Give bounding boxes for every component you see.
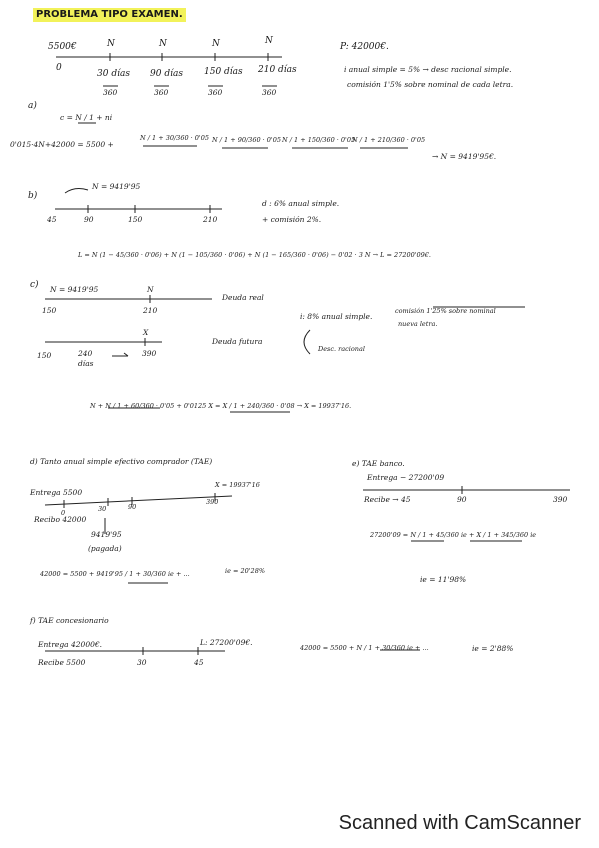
camscanner-watermark: Scanned with CamScanner [338,812,581,834]
equation-x: N + N / 1 + 60/360 · 0'05 + 0'0125 X = X / 1 + 240/360 · 0'08 → X = 19937'16. [90,402,352,410]
tick: 210 [203,215,218,224]
equation-term: N / 1 + 150/360 · 0'05 [282,136,356,144]
days-label: 90 días [150,69,183,79]
section-c-label: c) [30,280,39,290]
n-mark: N [212,39,220,49]
section-e-label: e) TAE banco. [352,459,405,468]
tick: 45 [47,215,57,224]
commission-note: comisión 1'25% sobre nominal [395,307,496,315]
page-title: PROBLEMA TIPO EXAMEN. [33,8,186,22]
paid-value: 9419'95 [91,530,122,539]
days-label: 30 días [97,69,130,79]
deuda-futura: Deuda futura [212,337,263,346]
rate-note: i anual simple = 5% → desc racional simple. [344,65,512,74]
commission-note: + comisión 2%. [262,215,322,224]
n-mark: N [107,39,115,49]
x-mark: X [143,328,149,337]
equation-f: 42000 = 5500 + N / 1 + 30/360 ie + ... [300,644,429,652]
initial-amount: 5500€ [48,42,77,52]
tick: 90 [84,215,94,224]
interest-note: i: 8% anual simple. [300,312,373,321]
tick: 90 [128,503,137,511]
pagada: (pagada) [88,544,122,553]
result-ie: ie = 11'98% [420,575,467,584]
tick: 0 [61,509,66,517]
nueva-letra: nueva letra. [398,320,438,328]
principal: P: 42000€. [340,42,389,52]
entrega: Entrega 42000€. [38,640,103,649]
result-ie: ie = 20'28% [225,567,266,575]
recibe: Recibe 5500 [38,658,86,667]
result-ie: ie = 2'88% [472,644,514,653]
equation-d: 42000 = 5500 + 9419'95 / 1 + 30/360 ie + ... [40,570,190,578]
tick: 150 [42,306,57,315]
days-denominator: 360 [154,88,169,97]
tick: 390 [553,495,568,504]
tick-zero: 0 [56,63,62,73]
days-denominator: 360 [208,88,223,97]
tick: 45 [194,658,204,667]
recibo: Recibo 42000 [34,515,87,524]
desc-racional: Desc. racional [318,345,365,353]
days-denominator: 360 [103,88,118,97]
commission-note: comisión 1'5% sobre nominal de cada letra. [347,80,514,89]
equation-l: L = N (1 − 45/360 · 0'06) + N (1 − 105/360 · 0'06) + N (1 − 165/360 · 0'06) − 0'02 · 3 N → L = 27200'09€. [78,251,431,259]
tick: 210 [143,306,158,315]
tick: 150 [128,215,143,224]
deuda-real: Deuda real [222,293,264,302]
result-n: → N = 9419'95€. [432,152,497,161]
recibe: Recibe → 45 [364,495,411,504]
equation-term: N / 1 + 210/360 · 0'05 [352,136,426,144]
tick: 240 [78,349,93,358]
equation-term: N / 1 + 90/360 · 0'05 [212,136,281,144]
n-value: N = 9419'95 [92,182,141,191]
tick: 30 [98,505,107,513]
dias-label: días [78,359,94,368]
days-label: 210 días [258,65,297,75]
days-denominator: 360 [262,88,277,97]
section-d-label: d) Tanto anual simple efectivo comprador (TAE) [30,457,213,466]
equation-left: 0'015·4N+42000 = 5500 + [10,140,114,149]
formula-c: c = N / 1 + ni [60,113,113,122]
tick: 150 [37,351,52,360]
days-label: 150 días [204,67,243,77]
tick: 30 [137,658,147,667]
x-value: X = 19937'16 [215,481,260,489]
section-f-label: f) TAE concesionario [30,616,109,625]
section-b-label: b) [28,191,38,201]
entrega: Entrega − 27200'09 [367,473,445,482]
equation-term: N / 1 + 30/360 · 0'05 [140,134,209,142]
n-mark: N [147,285,154,294]
n-value: N = 9419'95 [50,285,99,294]
n-mark: N [265,36,273,46]
discount-note: d : 6% anual simple. [262,199,340,208]
tick: 90 [457,495,467,504]
tick: 390 [206,498,219,506]
l-value: L: 27200'09€. [200,638,253,647]
n-mark: N [159,39,167,49]
entrega: Entrega 5500 [30,488,83,497]
tick: 390 [142,349,157,358]
equation-e: 27200'09 = N / 1 + 45/360 ie + X / 1 + 345/360 ie [370,531,537,539]
section-a-label: a) [28,101,37,111]
